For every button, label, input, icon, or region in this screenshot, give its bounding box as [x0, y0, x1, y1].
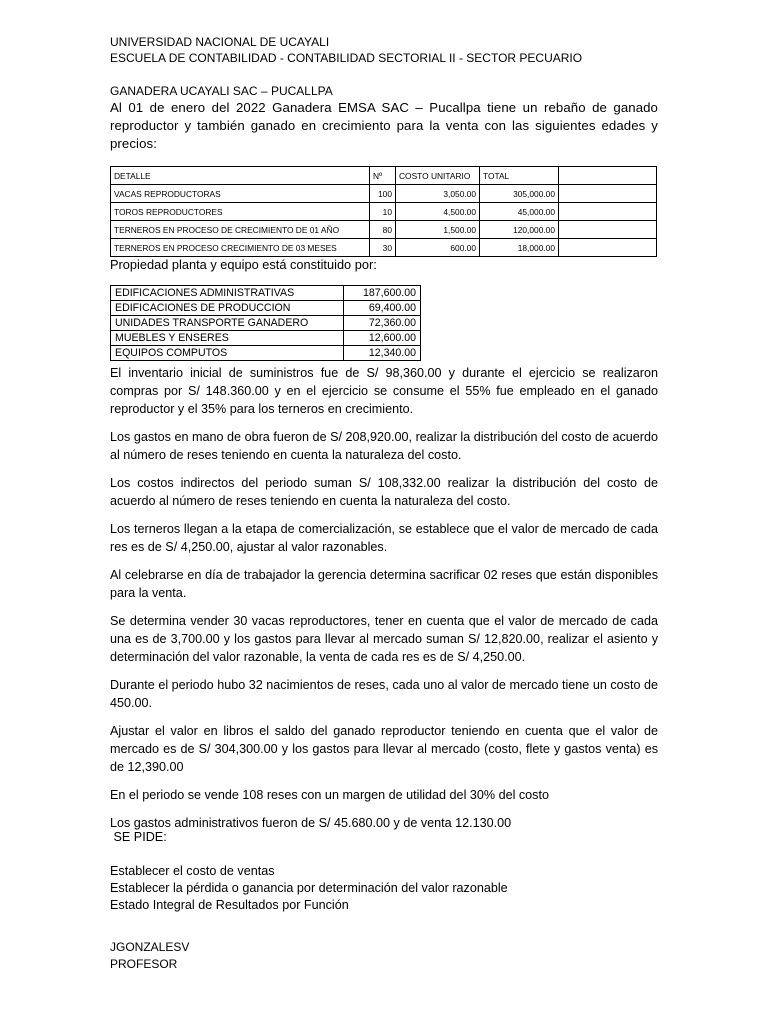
ppe-table	[110, 285, 421, 361]
table-empty-cell	[559, 239, 657, 257]
paragraph-sales: En el periodo se vende 108 reses con un margen de utilidad del 30% del costo	[110, 788, 549, 802]
signature-name: JGONZALESV	[110, 940, 190, 954]
paragraph-book-value: Ajustar el valor en libros el saldo del ganado reproductor teniendo en cuenta que el valor de mercado es de S/ 304,300.00 y los gastos para llevar al mercado (costo, flete y gastos venta) es de 12,390.00	[110, 724, 658, 774]
table-cell: 30	[370, 239, 396, 257]
table-cell: VACAS REPRODUCTORAS	[111, 185, 370, 203]
table-header-cell: TOTAL	[480, 167, 559, 185]
table-cell: 45,000.00	[480, 203, 559, 221]
requirements-title: SE PIDE:	[110, 830, 167, 844]
table-row	[111, 185, 657, 203]
table-cell: TERNEROS EN PROCESO DE CRECIMIENTO DE 01 AÑO	[111, 221, 370, 239]
paragraph-expenses: Los gastos administrativos fueron de S/ 45.680.00 y de venta 12.130.00	[110, 816, 512, 830]
table-cell: 305,000.00	[480, 185, 559, 203]
ppe-title: Propiedad planta y equipo está constituido por:	[110, 257, 377, 272]
table-cell: TERNEROS EN PROCESO CRECIMIENTO DE 03 MESES	[111, 239, 370, 257]
table-cell: EDIFICACIONES DE PRODUCCION	[111, 301, 344, 316]
table-cell: 18,000.00	[480, 239, 559, 257]
signature-role: PROFESOR	[110, 957, 178, 971]
table-cell: MUEBLES Y ENSERES	[111, 331, 344, 346]
university-name: UNIVERSIDAD NACIONAL DE UCAYALI	[110, 35, 330, 49]
requirement-item: Establecer la pérdida o ganancia por determinación del valor razonable	[110, 881, 508, 895]
signature	[110, 939, 189, 973]
paragraph-cow-sale: Se determina vender 30 vacas reproductores, tener en cuenta que el valor de mercado de cada una es de 3,700.00 y los gastos para llevar al mercado suman S/ 12,820.00, realizar el asiento y determinación del valor razonable, la venta de cada res es de S/ 4,250.00.	[110, 614, 658, 664]
table-cell: 4,500.00	[396, 203, 480, 221]
table-cell: EQUIPOS COMPUTOS	[111, 346, 344, 361]
table-cell: 10	[370, 203, 396, 221]
paragraph-calves-market: Los terneros llegan a la etapa de comercialización, se establece que el valor de mercado de cada res es de S/ 4,250.00, ajustar al valor razonables.	[110, 522, 658, 554]
table-header-row	[111, 167, 657, 185]
table-cell: 3,050.00	[396, 185, 480, 203]
livestock-table	[110, 166, 657, 257]
table-cell: 12,600.00	[344, 331, 421, 346]
table-cell: 80	[370, 221, 396, 239]
requirement-item: Estado Integral de Resultados por Función	[110, 898, 349, 912]
table-cell: 1,500.00	[396, 221, 480, 239]
paragraph-labor: Los gastos en mano de obra fueron de S/ 208,920.00, realizar la distribución del costo de acuerdo al número de reses teniendo en cuenta la naturaleza del costo.	[110, 430, 658, 462]
intro-paragraph: Al 01 de enero del 2022 Ganadera EMSA SAC – Pucallpa tiene un rebaño de ganado reproductor y también ganado en crecimiento para la venta con las siguientes edades y precios:	[110, 100, 658, 151]
company-name: GANADERA UCAYALI SAC – PUCALLPA	[110, 84, 333, 98]
table-empty-cell	[559, 185, 657, 203]
paragraph-births: Durante el periodo hubo 32 nacimientos de reses, cada uno al valor de mercado tiene un costo de 450.00.	[110, 678, 658, 710]
table-header-cell: DETALLE	[111, 167, 370, 185]
table-row	[111, 316, 421, 331]
table-cell: 187,600.00	[344, 286, 421, 301]
table-row	[111, 221, 657, 239]
table-cell: 600.00	[396, 239, 480, 257]
table-cell: 72,360.00	[344, 316, 421, 331]
table-empty-cell	[559, 203, 657, 221]
table-row	[111, 203, 657, 221]
document-header	[110, 34, 658, 153]
table-cell: TOROS REPRODUCTORES	[111, 203, 370, 221]
problem-statement	[110, 364, 658, 842]
table-cell: 69,400.00	[344, 301, 421, 316]
paragraph-indirect-costs: Los costos indirectos del periodo suman S/ 108,332.00 realizar la distribución del costo de acuerdo al número de reses teniendo en cuenta la naturaleza del costo.	[110, 476, 658, 508]
table-row	[111, 286, 421, 301]
table-header-cell: Nº	[370, 167, 396, 185]
table-cell: 12,340.00	[344, 346, 421, 361]
requirement-item: Establecer el costo de ventas	[110, 864, 275, 878]
table-empty-cell	[559, 221, 657, 239]
table-cell: EDIFICACIONES ADMINISTRATIVAS	[111, 286, 344, 301]
table-row	[111, 239, 657, 257]
table-row	[111, 331, 421, 346]
requirements	[110, 829, 658, 914]
paragraph-supplies: El inventario inicial de suministros fue de S/ 98,360.00 y durante el ejercicio se realizaron compras por S/ 148.360.00 y en el ejercicio se consume el 55% fue empleado en el ganado reproductor y el 35% para los terneros en crecimiento.	[110, 366, 658, 416]
paragraph-slaughter: Al celebrarse en día de trabajador la gerencia determina sacrificar 02 reses que están disponibles para la venta.	[110, 568, 658, 600]
table-row	[111, 346, 421, 361]
table-cell: 100	[370, 185, 396, 203]
table-cell: 120,000.00	[480, 221, 559, 239]
table-empty-cell	[559, 167, 657, 185]
table-row	[111, 301, 421, 316]
table-header-cell: COSTO UNITARIO	[396, 167, 480, 185]
school-course-line: ESCUELA DE CONTABILIDAD - CONTABILIDAD SECTORIAL II - SECTOR PECUARIO	[110, 51, 583, 65]
table-cell: UNIDADES TRANSPORTE GANADERO	[111, 316, 344, 331]
